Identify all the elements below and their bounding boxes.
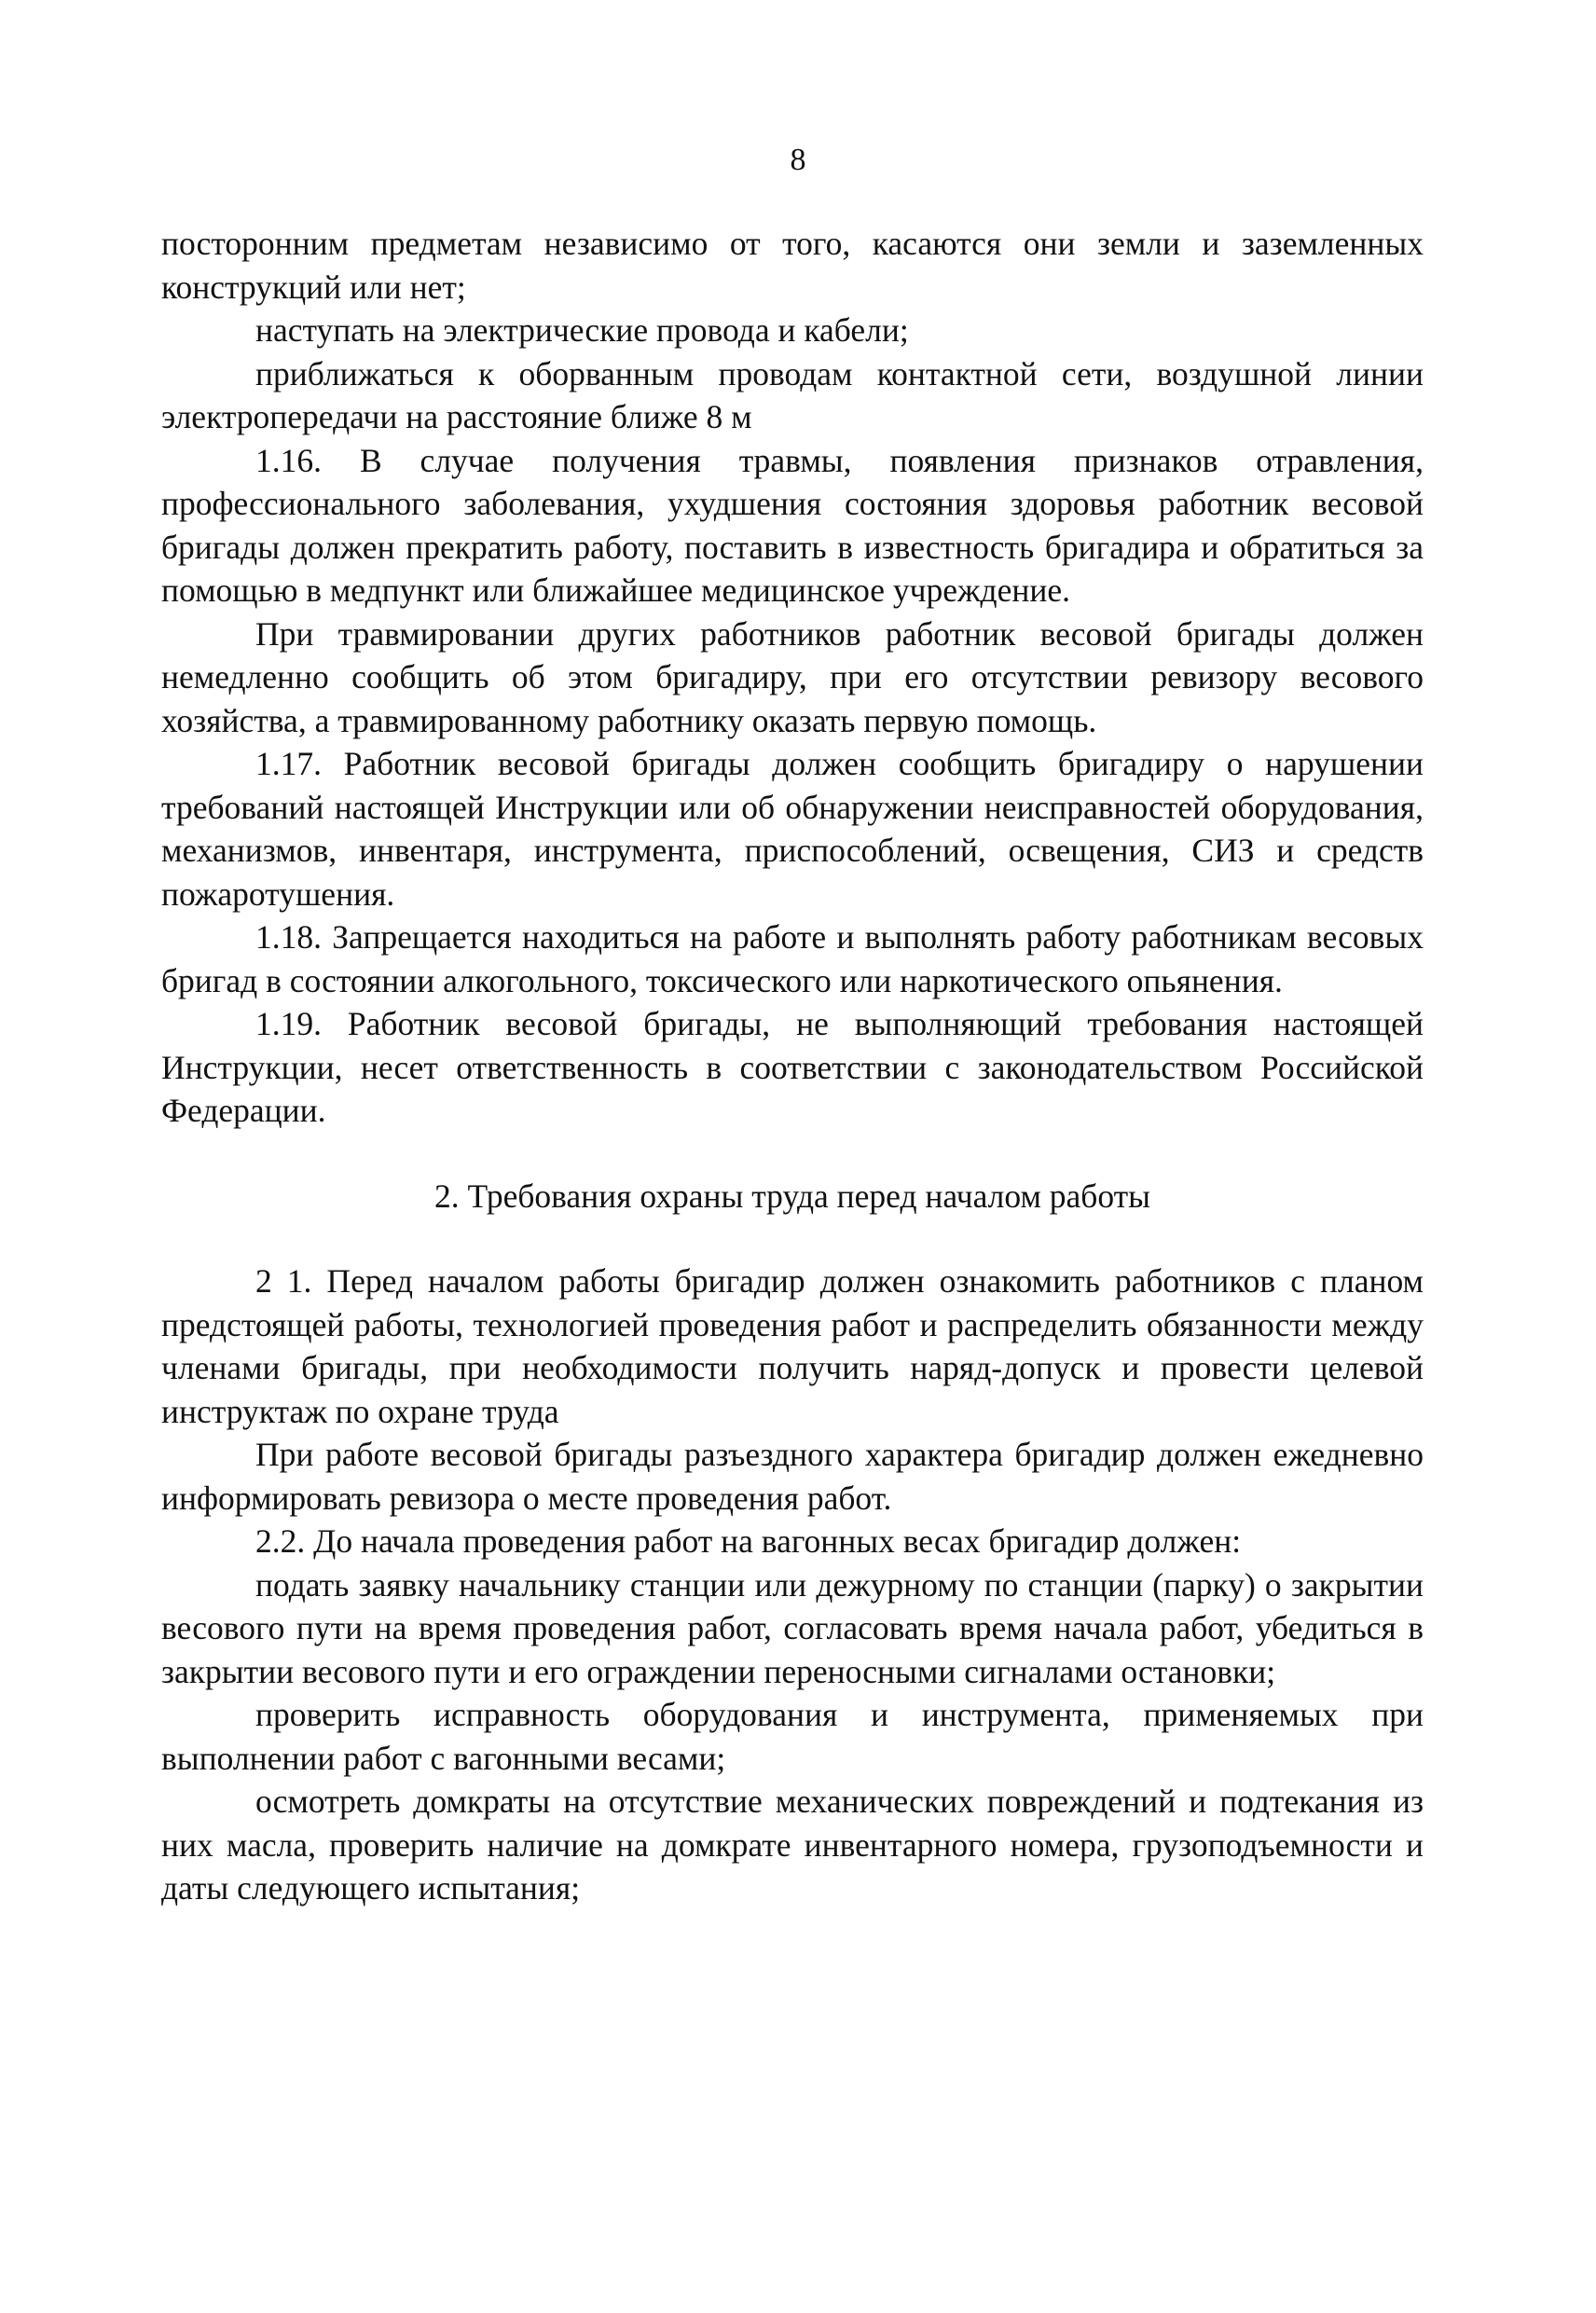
- paragraph: приближаться к оборванным проводам контактной сети, воздушной линии электропередачи на расстояние ближе 8 м: [161, 354, 1424, 435]
- paragraph: При работе весовой бригады разъездного характера бригадир должен ежедневно информировать ревизора о месте проведения работ.: [161, 1436, 1424, 1517]
- paragraph: наступать на электрические провода и кабели;: [255, 311, 909, 349]
- paragraph: При травмировании других работников работник весовой бригады должен немедленно сообщить об этом бригадиру, при его отсутствии ревизору весового хозяйства, а травмированному работнику оказать первую помощь.: [161, 614, 1424, 739]
- section-heading: 2. Требования охраны труда перед началом работы: [433, 1177, 1151, 1215]
- paragraph: посторонним предметам независимо от того, касаются они земли и заземленных конструкций или нет;: [161, 225, 1424, 306]
- paragraph-1-18: 1.18. Запрещается находиться на работе и выполнять работу работникам весовых бригад в состоянии алкогольного, токсического или наркотического опьянения.: [161, 918, 1424, 999]
- page-number: 8: [790, 143, 806, 177]
- paragraph-1-19: 1.19. Работник весовой бригады, не выполняющий требования настоящей Инструкции, несет ответственность в соответствии с законодательством Российской Федерации.: [161, 1005, 1424, 1129]
- paragraph-2-1: 2 1. Перед началом работы бригадир должен ознакомить работников с планом предстоящей работы, технологией проведения работ и распределить обязанности между членами бригады, при необходимости получить наряд-допуск и провести целевой инструктаж по охране труда: [161, 1262, 1424, 1430]
- paragraph-1-16: 1.16. В случае получения травмы, появления признаков отравления, профессионального заболевания, ухудшения состояния здоровья работник весовой бригады должен прекратить работу, поставить в известность бригадира и обратиться за помощью в медпункт или ближайшее медицинское учреждение.: [161, 441, 1424, 609]
- paragraph: осмотреть домкраты на отсутствие механических повреждений и подтекания из них масла, проверить наличие на домкрате инвентарного номера, грузоподъемности и даты следующего испытания;: [161, 1783, 1424, 1907]
- paragraph: проверить исправность оборудования и инструмента, применяемых при выполнении работ с вагонными весами;: [161, 1696, 1424, 1777]
- paragraph-1-17: 1.17. Работник весовой бригады должен сообщить бригадиру о нарушении требований настоящей Инструкции или об обнаружении неисправностей оборудования, механизмов, инвентаря, инструмента, приспособлений, освещения, СИЗ и средств пожаротушения.: [161, 745, 1424, 913]
- document-body: [161, 222, 1424, 1910]
- paragraph-2-2: 2.2. До начала проведения работ на вагонных весах бригадир должен:: [255, 1522, 1242, 1560]
- paragraph: подать заявку начальнику станции или дежурному по станции (парку) о закрытии весового пути на время проведения работ, согласовать время начала работ, убедиться в закрытии весового пути и его ограждении переносными сигналами остановки;: [161, 1565, 1424, 1690]
